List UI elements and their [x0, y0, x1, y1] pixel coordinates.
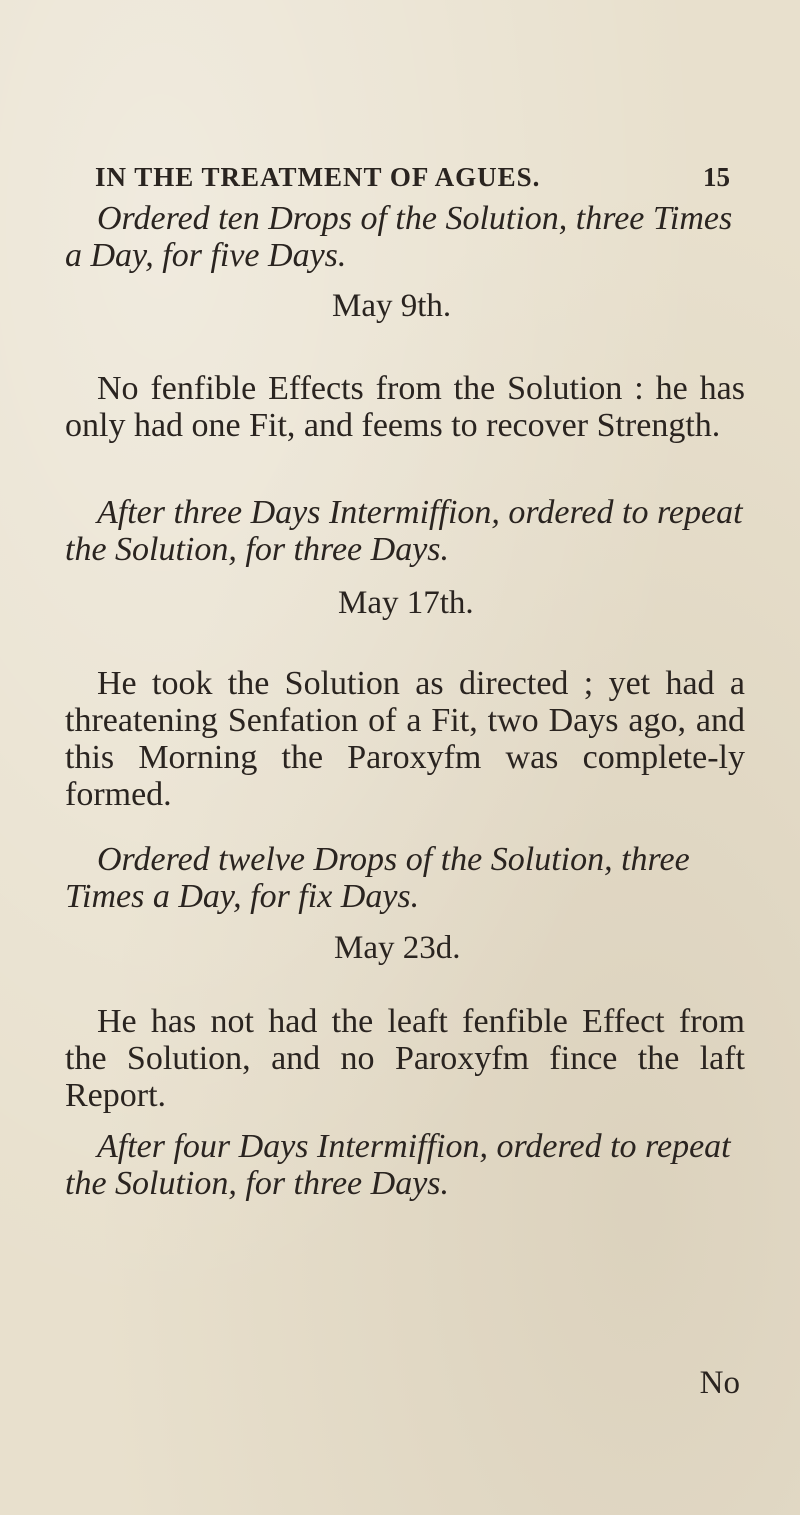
order-paragraph: Ordered ten Drops of the Solution, three Times a Day, for five Days. — [65, 200, 733, 274]
observation-paragraph: No fenfible Effects from the Solution : he has only had one Fit, and feems to recover Strength. — [65, 370, 745, 444]
entry-date: May 9th. — [332, 288, 452, 324]
entry-date: May 23d. — [334, 930, 461, 966]
order-paragraph: After three Days Intermiffion, ordered to repeat the Solution, for three Days. — [65, 494, 743, 568]
running-head — [0, 162, 800, 202]
entry-date: May 17th. — [338, 585, 474, 621]
catchword: No — [699, 1365, 740, 1401]
running-title: IN THE TREATMENT OF AGUES. — [95, 162, 541, 192]
observation-paragraph: He took the Solution as directed ; yet had a threatening Senfation of a Fit, two Days ago, and this Morning the Paroxyfm was complete-ly formed. — [65, 665, 745, 813]
order-paragraph: After four Days Intermiffion, ordered to repeat the Solution, for three Days. — [65, 1128, 731, 1202]
order-paragraph: Ordered twelve Drops of the Solution, three Times a Day, for fix Days. — [65, 841, 690, 915]
page-number: 15 — [703, 162, 730, 192]
observation-paragraph: He has not had the leaft fenfible Effect from the Solution, and no Paroxyfm fince the laft Report. — [65, 1003, 745, 1114]
